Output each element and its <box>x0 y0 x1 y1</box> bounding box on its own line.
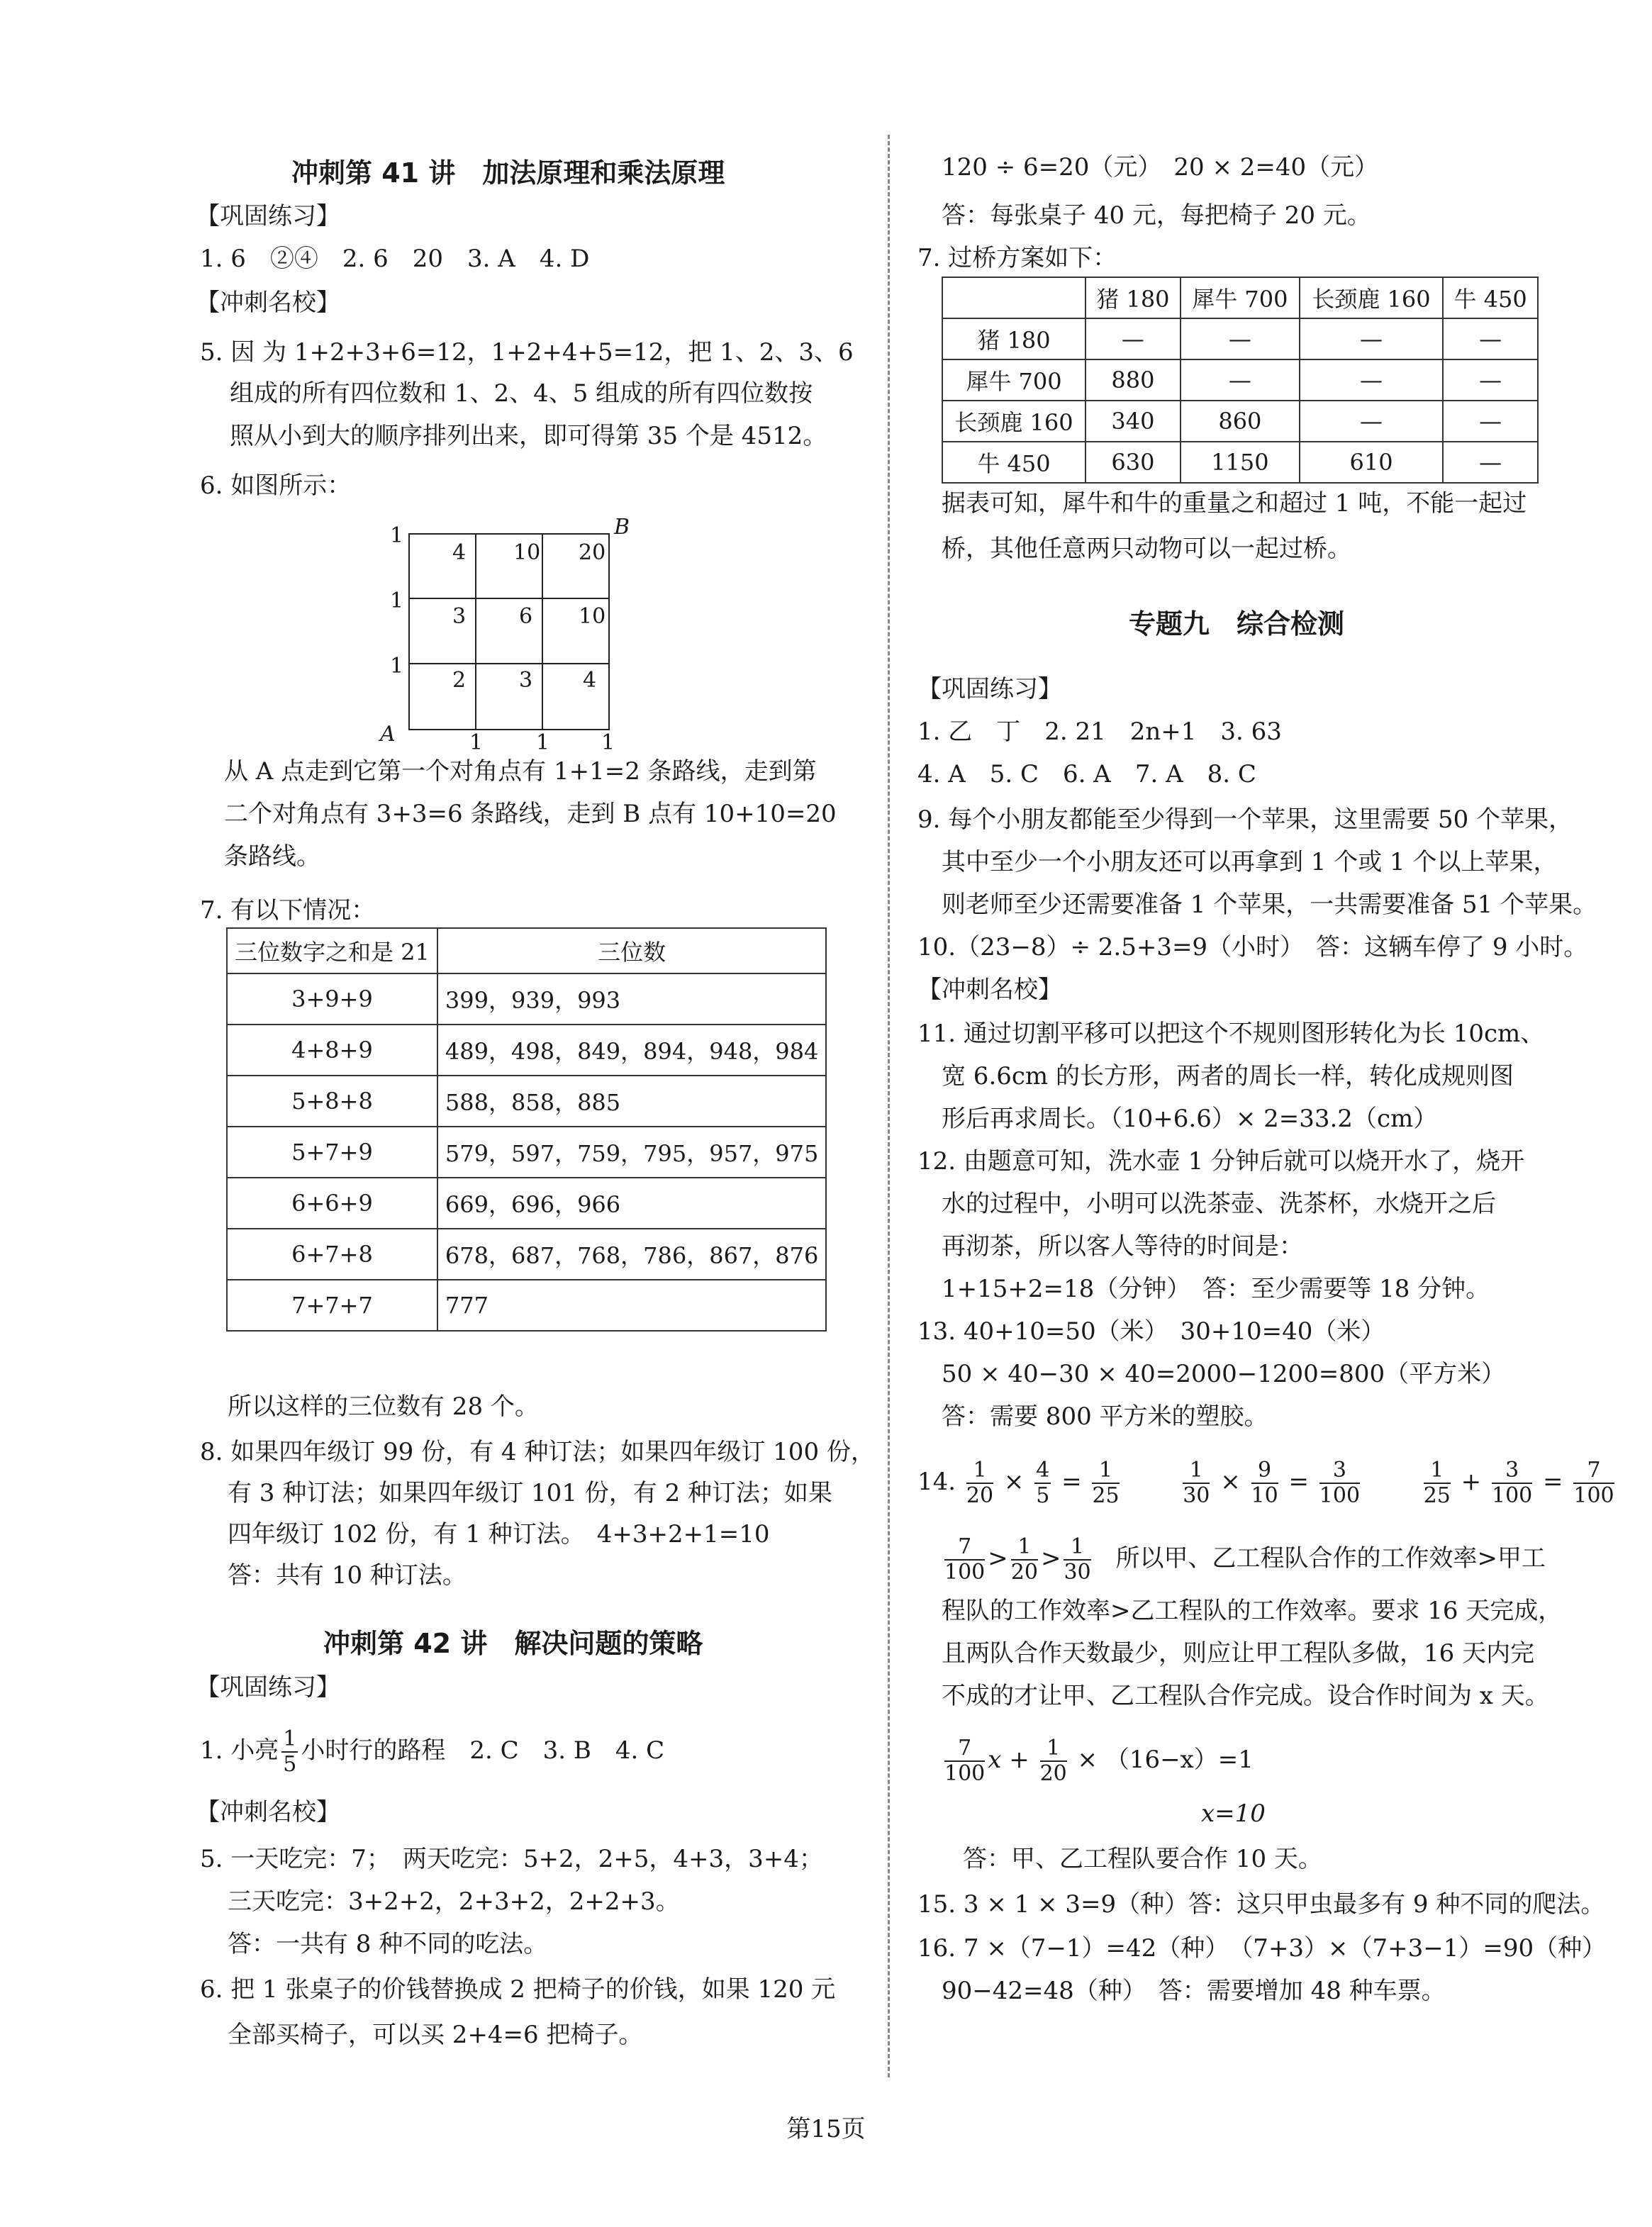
denominator: 100 <box>1319 1483 1361 1508</box>
table-cell: — <box>1300 318 1443 359</box>
table-cell: 489，498，849，894，948，984 <box>437 1025 826 1076</box>
q6b-line1: 6. 把 1 张桌子的价钱替换成 2 把椅子的价钱，如果 120 元 <box>200 1975 836 2004</box>
topic9-title: 专题九 综合检测 <box>1129 608 1345 640</box>
numerator: 1 <box>1183 1458 1210 1484</box>
q6-explain-line1: 从 A 点走到它第一个对角点有 1+1=2 条路线，走到第 <box>224 757 817 786</box>
table-cell: 678，687，768，786，867，876 <box>437 1229 826 1280</box>
numerator: 4 <box>1036 1458 1050 1483</box>
denominator: 30 <box>1183 1483 1210 1508</box>
answers-1-4: 1. 6 ②④ 2. 6 20 3. A 4. D <box>200 245 590 273</box>
fraction <box>281 1727 298 1777</box>
table-row <box>227 973 826 1025</box>
table-cell: 7+7+7 <box>227 1280 437 1331</box>
fraction <box>944 1535 985 1585</box>
table-cell: — <box>1085 318 1181 359</box>
numerator: 1 <box>283 1726 297 1751</box>
numerator: 1 <box>1424 1458 1451 1484</box>
fraction <box>1011 1535 1038 1585</box>
table-header-cell: 三位数 <box>437 928 826 973</box>
elite-heading-r: 【冲刺名校】 <box>917 976 1062 1004</box>
table-cell: 579，597，759，795，957，975 <box>437 1127 826 1178</box>
q6-explain-line3: 条路线。 <box>224 842 320 871</box>
lecture-41-title: 冲刺第 41 讲 加法原理和乘法原理 <box>291 157 725 189</box>
q14-line1: 14. $\frac{1}{20}$ × $\frac{4}{5}$ = $\frac{1}{25}$ $\frac{1}{30}$ × $\frac{9}{10}$ = $\frac{3}{100}$ $\frac{1}{25}$ + $\frac{3}{100}$ = $\frac{7}{100}$ <box>917 1458 1614 1508</box>
lecture42-answers-1-4 <box>200 1727 664 1777</box>
bridge-conclusion-line2: 桥，其他任意两只动物可以一起过桥。 <box>942 535 1351 563</box>
q6b-answer: 答：每张桌子 40 元，每把椅子 20 元。 <box>942 201 1371 230</box>
table-cell: — <box>1443 401 1538 442</box>
table-row <box>227 1280 826 1331</box>
table-cell: 777 <box>437 1280 826 1331</box>
column-divider <box>888 135 890 2077</box>
table-cell: 588，858，885 <box>437 1076 826 1127</box>
table-header-row <box>942 277 1538 318</box>
table-cell: — <box>1300 401 1443 442</box>
numerator: 7 <box>944 1535 985 1561</box>
grid-cell: 3 <box>452 604 467 629</box>
grid-left-label: 1 <box>390 588 404 613</box>
grid-cell: 4 <box>452 540 467 565</box>
grid-cell: 3 <box>519 668 533 693</box>
q8-line2: 有 3 种订法；如果四年级订 101 份，有 2 种订法；如果 <box>228 1479 833 1507</box>
fraction <box>1034 1458 1051 1508</box>
q11-line3: 形后再求周长。（10+6.6）× 2=33.2（cm） <box>942 1105 1438 1133</box>
table-row <box>227 1025 826 1076</box>
q5b-line2: 三天吃完：3+2+2，2+3+2，2+2+3。 <box>228 1887 680 1916</box>
elite-heading-2: 【冲刺名校】 <box>196 1798 340 1826</box>
q11-line1: 11. 通过切割平移可以把这个不规则图形转化为长 10cm、 <box>917 1020 1545 1048</box>
q14-solution: x=10 <box>1201 1799 1266 1828</box>
page-number: 第15页 <box>786 2115 866 2143</box>
q14-line5: 不成的才让甲、乙工程队合作完成。设合作时间为 x 天。 <box>942 1682 1549 1710</box>
q9-line1: 9. 每个小朋友都能至少得到一个苹果，这里需要 50 个苹果， <box>917 805 1573 834</box>
q7-label: 7. 有以下情况： <box>200 896 376 925</box>
table-header-cell: 三位数字之和是 21 <box>227 928 437 973</box>
grid-cell: 10 <box>579 604 606 629</box>
numerator: 3 <box>1492 1458 1532 1484</box>
grid-cell: 6 <box>519 604 533 629</box>
denominator: 20 <box>1039 1761 1067 1786</box>
table-header-cell: 长颈鹿 160 <box>1300 277 1443 318</box>
grid-bottom-label: 1 <box>536 730 550 755</box>
denominator: 30 <box>1064 1560 1091 1585</box>
q13-line1: 13. 40+10=50（米） 30+10=40（米） <box>917 1317 1385 1346</box>
table-cell: 5+7+9 <box>227 1127 437 1178</box>
bridge-table <box>942 277 1539 484</box>
table-cell: 860 <box>1181 401 1300 442</box>
q5-line1: 5. 因 为 1+2+3+6=12，1+2+4+5=12，把 1、2、3、6 <box>200 338 854 367</box>
table-cell: 630 <box>1085 442 1181 483</box>
answers-4-8: 4. A 5. C 6. A 7. A 8. C <box>917 760 1256 788</box>
fraction <box>1251 1458 1278 1508</box>
fraction <box>966 1458 993 1508</box>
q12-line4: 1+15+2=18（分钟） 答：至少需要等 18 分钟。 <box>942 1275 1490 1303</box>
denominator: 5 <box>283 1752 297 1777</box>
table-cell: 长颈鹿 160 <box>942 401 1085 442</box>
q8-answer: 答：共有 10 种订法。 <box>228 1561 467 1590</box>
consolidate-heading-2: 【巩固练习】 <box>196 1673 340 1702</box>
table-cell: 6+6+9 <box>227 1178 437 1229</box>
numerator: 1 <box>1064 1535 1090 1561</box>
denominator: 5 <box>1036 1483 1050 1508</box>
table-row <box>227 1229 826 1280</box>
table-cell: — <box>1443 442 1538 483</box>
q5b-answer: 答：一共有 8 种不同的吃法。 <box>228 1930 548 1958</box>
grid-bottom-label: 1 <box>601 730 615 755</box>
table-cell: 1150 <box>1181 442 1300 483</box>
q9-line2: 其中至少一个小朋友还可以再拿到 1 个或 1 个以上苹果， <box>942 848 1558 876</box>
q14-label: 14. <box>917 1468 956 1496</box>
grid-bottom-label: 1 <box>469 730 484 755</box>
table-row <box>227 1076 826 1127</box>
q8-line1: 8. 如果四年级订 99 份，有 4 种订法；如果四年级订 100 份， <box>200 1438 875 1466</box>
q15: 15. 3 × 1 × 3=9（种）答：这只甲虫最多有 9 种不同的爬法。 <box>917 1890 1605 1919</box>
grid-left-label: 1 <box>390 523 404 548</box>
table-row <box>942 318 1538 359</box>
q14-line2: $\frac{7}{100}$ > $\frac{1}{20}$ > $\frac{1}{30}$ 所以甲、乙工程队合作的工作效率>甲工 <box>944 1534 1546 1585</box>
grid-left-label: 1 <box>390 654 404 679</box>
table-row <box>227 1178 826 1229</box>
q5b-line1: 5. 一天吃完：7； 两天吃完：5+2，2+5，4+3，3+4； <box>200 1845 823 1873</box>
table-header-cell: 牛 450 <box>1443 277 1538 318</box>
numerator: 7 <box>1573 1458 1614 1484</box>
q11-line2: 宽 6.6cm 的长方形，两者的周长一样，转化成规则图 <box>942 1062 1514 1090</box>
grid-cell: 2 <box>452 668 467 693</box>
table-cell: 猪 180 <box>942 318 1085 359</box>
table-cell: 399，939，993 <box>437 973 826 1025</box>
table-cell: 610 <box>1300 442 1443 483</box>
q6-label: 6. 如图所示： <box>200 471 352 500</box>
denominator: 25 <box>1092 1483 1120 1508</box>
bridge-conclusion-line1: 据表可知，犀牛和牛的重量之和超过 1 吨，不能一起过 <box>942 489 1527 518</box>
numerator: 1 <box>1011 1535 1038 1561</box>
grid-cell: 20 <box>579 540 606 565</box>
denominator: 20 <box>966 1483 994 1508</box>
denominator: 10 <box>1251 1483 1278 1508</box>
q14-line2-text: 所以甲、乙工程队合作的工作效率>甲工 <box>1115 1544 1546 1573</box>
q14-equation: $\frac{7}{100}$ x + $\frac{1}{20}$ × （16−x）=1 <box>944 1736 1254 1786</box>
fraction <box>1183 1458 1210 1508</box>
table-cell: — <box>1181 318 1300 359</box>
table-row <box>942 359 1538 401</box>
ans1-prefix: 1. 小亮 <box>200 1736 279 1765</box>
table-cell: 3+9+9 <box>227 973 437 1025</box>
denominator: 100 <box>1491 1483 1533 1508</box>
lecture-42-title: 冲刺第 42 讲 解决问题的策略 <box>323 1628 703 1659</box>
q16-line2: 90−42=48（种） 答：需要增加 48 种车票。 <box>942 1977 1446 2005</box>
table-cell: — <box>1181 359 1300 401</box>
q13-line2: 50 × 40−30 × 40=2000−1200=800（平方米） <box>942 1360 1506 1388</box>
table-header-row <box>227 928 826 973</box>
q12-line3: 再沏茶，所以客人等待的时间是： <box>942 1232 1303 1261</box>
consolidate-heading-r: 【巩固练习】 <box>917 675 1062 703</box>
fraction <box>1492 1458 1532 1508</box>
denominator: 100 <box>944 1560 986 1585</box>
table-row <box>942 401 1538 442</box>
path-grid-figure <box>380 515 630 755</box>
q5-line3: 照从小到大的顺序排列出来，即可得第 35 个是 4512。 <box>230 422 827 450</box>
q10: 10.（23−8）÷ 2.5+3=9（小时） 答：这辆车停了 9 小时。 <box>917 933 1588 961</box>
table-header-cell: 猪 180 <box>1085 277 1181 318</box>
fraction <box>944 1736 985 1786</box>
table-cell: — <box>1300 359 1443 401</box>
denominator: 20 <box>1010 1560 1038 1585</box>
q6-explain-line2: 二个对角点有 3+3=6 条路线，走到 B 点有 10+10=20 <box>224 800 837 828</box>
q12-line1: 12. 由题意可知，洗水壶 1 分钟后就可以烧开水了，烧开 <box>917 1147 1525 1176</box>
table-row <box>942 442 1538 483</box>
denominator: 25 <box>1423 1483 1451 1508</box>
table-header-cell <box>942 277 1085 318</box>
grid-corner-a: A <box>380 722 396 747</box>
numerator: 1 <box>1040 1736 1067 1762</box>
q7-conclusion: 所以这样的三位数有 28 个。 <box>228 1392 539 1421</box>
table-cell: 669，696，966 <box>437 1178 826 1229</box>
fraction <box>1424 1458 1451 1508</box>
table-header-cell: 犀牛 700 <box>1181 277 1300 318</box>
q8-line3: 四年级订 102 份，有 1 种订法。 4+3+2+1=10 <box>228 1520 770 1548</box>
table-cell: 5+8+8 <box>227 1076 437 1127</box>
table-cell: 880 <box>1085 359 1181 401</box>
sum21-table <box>226 927 827 1332</box>
consolidate-heading: 【巩固练习】 <box>196 202 340 230</box>
fraction <box>1064 1535 1090 1585</box>
q9-line3: 则老师至少还需要准备 1 个苹果，一共需要准备 51 个苹果。 <box>942 891 1597 919</box>
q16-line1: 16. 7 ×（7−1）=42（种） （7+3）×（7+3−1）=90（种） <box>917 1934 1607 1963</box>
q14-answer: 答：甲、乙工程队要合作 10 天。 <box>963 1845 1322 1873</box>
numerator: 3 <box>1319 1458 1360 1484</box>
table-cell: — <box>1443 359 1538 401</box>
denominator: 100 <box>944 1761 986 1786</box>
fraction <box>1319 1458 1360 1508</box>
q14-equation-tail: （16−x）=1 <box>1105 1746 1254 1774</box>
numerator: 1 <box>1092 1458 1119 1484</box>
answers-1-3: 1. 乙 丁 2. 21 2n+1 3. 63 <box>917 718 1282 746</box>
table-cell: 4+8+9 <box>227 1025 437 1076</box>
q6b-line2: 全部买椅子，可以买 2+4=6 把椅子。 <box>228 2021 643 2049</box>
ans1-suffix: 小时行的路程 2. C 3. B 4. C <box>301 1736 665 1765</box>
q7r-label: 7. 过桥方案如下： <box>917 244 1117 272</box>
table-cell: 犀牛 700 <box>942 359 1085 401</box>
q6b-calc: 120 ÷ 6=20（元） 20 × 2=40（元） <box>942 153 1379 182</box>
fraction <box>1040 1736 1067 1786</box>
fraction <box>1573 1458 1614 1508</box>
table-cell: — <box>1443 318 1538 359</box>
table-cell: 牛 450 <box>942 442 1085 483</box>
grid-cell: 4 <box>583 668 597 693</box>
q14-line3: 程队的工作效率>乙工程队的工作效率。要求 16 天完成， <box>942 1597 1563 1625</box>
table-row <box>227 1127 826 1178</box>
q12-line2: 水的过程中，小明可以洗茶壶、洗茶杯，水烧开之后 <box>942 1190 1496 1218</box>
q5-line2: 组成的所有四位数和 1、2、4、5 组成的所有四位数按 <box>230 379 813 408</box>
q13-answer: 答：需要 800 平方米的塑胶。 <box>942 1402 1268 1431</box>
numerator: 1 <box>966 1458 993 1484</box>
grid-corner-b: B <box>614 515 630 540</box>
q14-line4: 且两队合作天数最少，则应让甲工程队多做，16 天内完 <box>942 1639 1535 1668</box>
table-cell: 6+7+8 <box>227 1229 437 1280</box>
denominator: 100 <box>1573 1483 1614 1508</box>
elite-heading: 【冲刺名校】 <box>196 289 340 317</box>
numerator: 7 <box>944 1736 985 1762</box>
grid-cell: 10 <box>513 540 541 565</box>
fraction <box>1092 1458 1119 1508</box>
numerator: 9 <box>1251 1458 1278 1484</box>
table-cell: 340 <box>1085 401 1181 442</box>
